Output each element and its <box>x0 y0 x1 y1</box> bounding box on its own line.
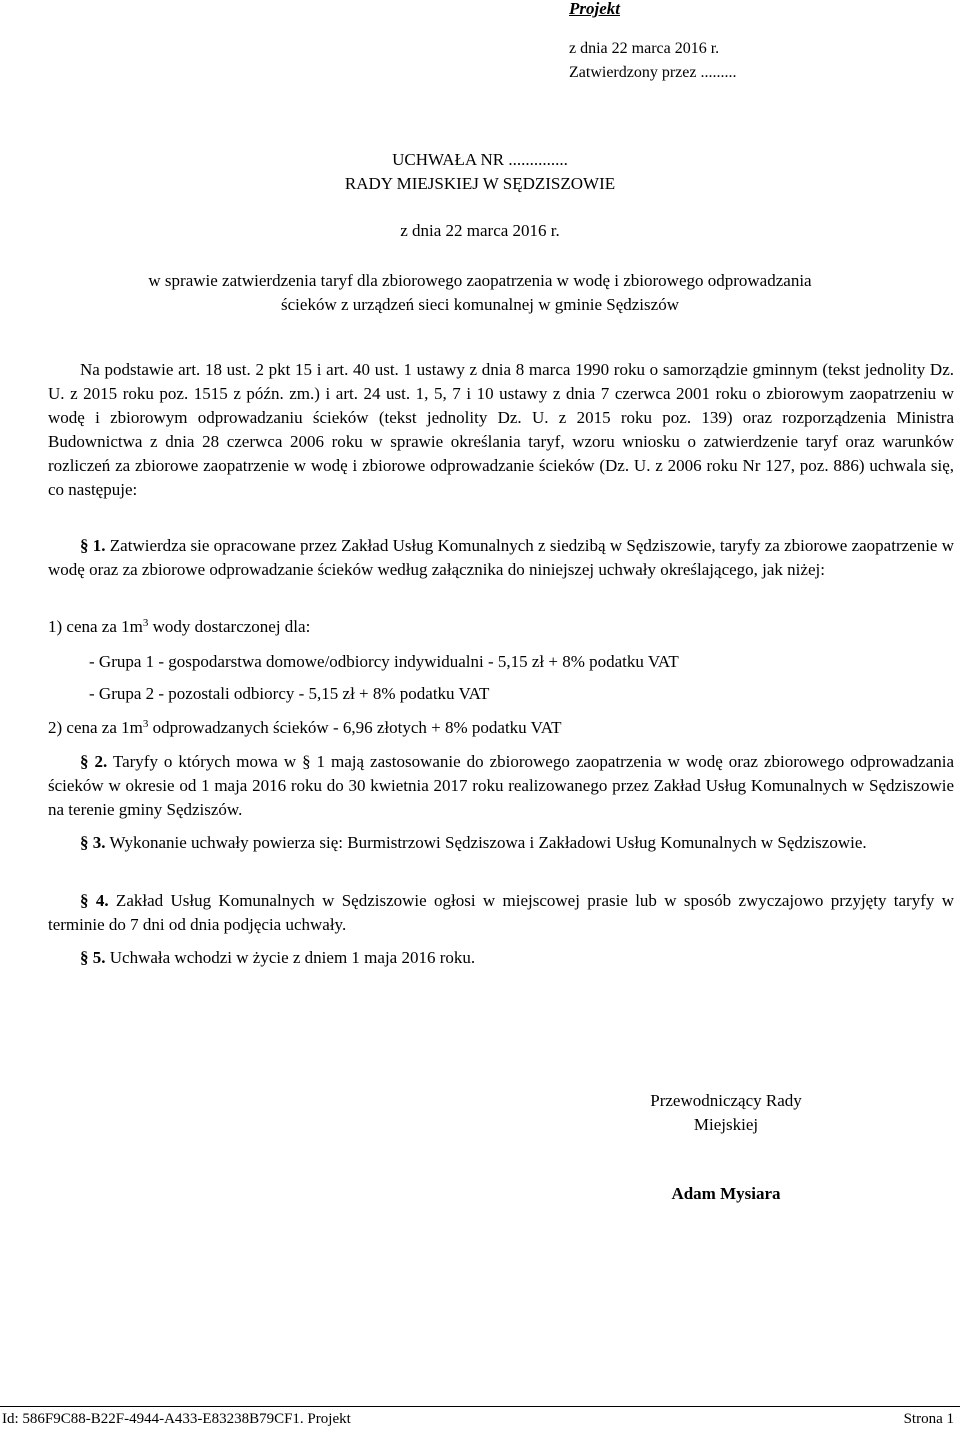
section-2 <box>48 750 954 822</box>
signatory-role-line-2: Miejskiej <box>693 1115 759 1134</box>
header-approved: Zatwierdzony przez ......... <box>569 64 737 81</box>
preamble: Na podstawie art. 18 ust. 2 pkt 15 i art. 40 ust. 1 ustawy z dnia 8 marca 1990 roku o samorządzie gminnym (tekst jednolity Dz. U. z 2015 roku poz. 1515 z późn. zm.) i art. 24 ust. 1, 5, 7 i 10 ustawy z dnia 7 czerwca 2001 roku o zbiorowym zaopatrzeniu w wodę i zbiorowym odprowadzaniu ścieków (tekst jednolity Dz. U. z 2015 roku poz. 139) oraz rozporządzenia Ministra Budownictwa z dnia 28 czerwca 2006 roku w sprawie określania taryf, wzoru wniosku o zatwierdzenie taryf oraz warunków rozliczeń za zbiorowe zaopatrzenie w wodę i zbiorowe odprowadzanie ścieków (Dz. U. z 2006 roku Nr 127, poz. 886) uchwala się, co następuje: <box>48 360 954 499</box>
section-5-number: § 5. <box>80 948 106 967</box>
subject-line-1: w sprawie zatwierdzenia taryf dla zbiorowego zaopatrzenia w wodę i zbiorowego odprowadzania <box>148 271 812 290</box>
footer-document-id: Id: 586F9C88-B22F-4944-A433-E83238B79CF1. Projekt <box>2 1411 351 1427</box>
price-item-2: 2) cena za $1m^3$ odprowadzanych ścieków - 6,96 złotych + 8% podatku VAT <box>48 718 562 737</box>
section-3-number: § 3. <box>80 833 106 852</box>
group-1: - Grupa 1 - gospodarstwa domowe/odbiorcy indywidualni - 5,15 zł + 8% podatku VAT <box>89 652 679 671</box>
footer-page-number: Strona 1 <box>903 1411 954 1427</box>
signatory-name: Adam Mysiara <box>671 1184 781 1203</box>
section-4-number: § 4. <box>80 891 109 910</box>
price-item-1: 1) cena za $1m^3$ wody dostarczonej dla: <box>48 617 311 636</box>
council-name: RADY MIEJSKIEJ W SĘDZISZOWIE <box>344 174 616 193</box>
resolution-date: z dnia 22 marca 2016 r. <box>400 221 560 240</box>
projekt-label: Projekt <box>569 0 620 18</box>
section-1-text: Zatwierdza sie opracowane przez Zakład Usług Komunalnych z siedzibą w Sędziszowie, taryfy za zbiorowe zaopatrzenie w wodę oraz za zbiorowe odprowadzanie ścieków według załącznika do niniejszej uchwały określającego, jak niżej: <box>48 536 955 579</box>
section-3 <box>48 831 954 855</box>
section-1 <box>48 534 954 582</box>
group-2: - Grupa 2 - pozostali odbiorcy - 5,15 zł + 8% podatku VAT <box>89 684 490 703</box>
section-1-number: § 1. <box>80 536 106 555</box>
section-5 <box>48 946 954 970</box>
section-4-text: Zakład Usług Komunalnych w Sędziszowie ogłosi w miejscowej prasie lub w sposób zwyczajowo przyjęty taryfy w terminie do 7 dni od dnia podjęcia uchwały. <box>48 891 954 934</box>
signatory-role-line-1: Przewodniczący Rady <box>650 1091 802 1110</box>
section-4 <box>48 889 954 937</box>
resolution-number: UCHWAŁA NR .............. <box>392 150 568 169</box>
header-date: z dnia 22 marca 2016 r. <box>569 40 720 57</box>
section-2-number: § 2. <box>80 752 108 771</box>
section-2-text: Taryfy o których mowa w § 1 mają zastosowanie do zbiorowego zaopatrzenia w wodę oraz zbiorowego odprowadzania ścieków w okresie od 1 maja 2016 roku do 30 kwietnia 2017 roku realizowanego przez Zakład Usług Komunalnych w Sędziszowie na terenie gminy Sędziszów. <box>48 752 955 819</box>
section-3-text: Wykonanie uchwały powierza się: Burmistrzowi Sędziszowa i Zakładowi Usług Komunalnych w Sędziszowie. <box>105 833 867 852</box>
footer-divider <box>0 1406 960 1407</box>
subject-line-2: ścieków z urządzeń sieci komunalnej w gminie Sędziszów <box>281 295 679 314</box>
section-5-text: Uchwała wchodzi w życie z dniem 1 maja 2016 roku. <box>105 948 476 967</box>
